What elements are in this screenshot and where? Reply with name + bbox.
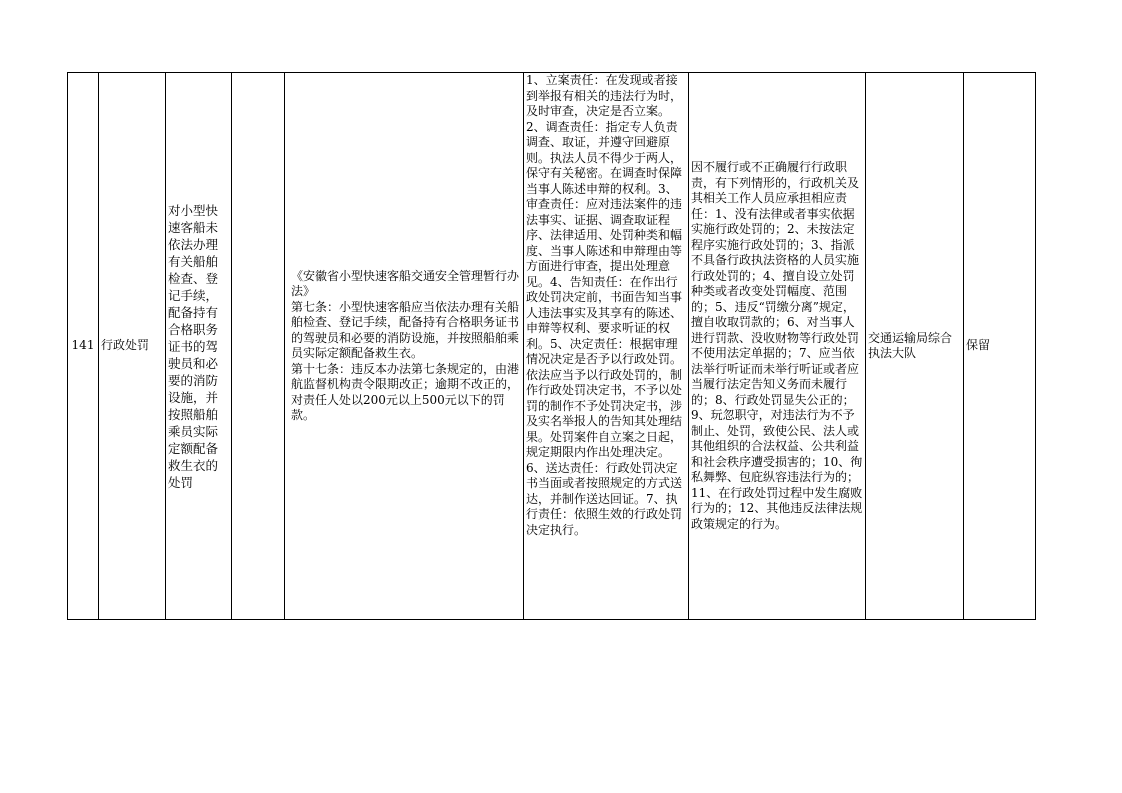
responsibility-duties — [524, 73, 689, 620]
power-list-table — [67, 72, 1036, 620]
row-index: 141 — [68, 73, 99, 620]
retention-status: 保留 — [964, 73, 1036, 620]
power-category: 行政处罚 — [99, 73, 166, 620]
implementing-department: 交通运输局综合执法大队 — [866, 73, 964, 620]
accountability-cases-text: 因不履行或不正确履行行政职责，有下列情形的，行政机关及其相关工作人员应承担相应责任：1、没有法律或者事实依据实施行政处罚的；2、未按法定程序实施行政处罚的；3、指派不具备行政执法资格的人员实施行政处罚的；4、擅自设立处罚种类或者改变处罚幅度、范围的；5、违反“罚缴分离”规定，擅自收取罚款的；6、对当事人进行罚款、没收财物等行政处罚不使用法定单据的；7、应当依法举行听证而未举行听证或者应当履行法定告知义务而未履行的；8、行政处罚显失公正的；9、玩忽职守，对违法行为不予制止、处罚，致使公民、法人或其他组织的合法权益、公共利益和社会秩序遭受损害的；10、徇私舞弊、包庇纵容违法行为的；11、在行政处罚过程中发生腐败行为的；12、其他违反法律法规政策规定的行为。 — [691, 160, 863, 531]
accountability-cases — [689, 73, 866, 620]
legal-basis — [285, 73, 524, 620]
sub-item — [232, 73, 285, 620]
table-row — [68, 73, 1036, 620]
responsibility-duties-text: 1、立案责任：在发现或者接到举报有相关的违法行为时，及时审查，决定是否立案。2、调查责任：指定专人负责调查、取证，并遵守回避原则。执法人员不得少于两人，保守有关秘密。在调查时保障当事人陈述申辩的权利。3、审查责任：应对违法案件的违法事实、证据、调查取证程序、法律适用、处罚种类和幅度、当事人陈述和申辩理由等方面进行审查，提出处理意见。4、告知责任：在作出行政处罚决定前，书面告知当事人违法事实及其享有的陈述、申辩等权利、要求听证的权利。5、决定责任：根据审理情况决定是否予以行政处罚。依法应当予以行政处罚的，制作行政处罚决定书，不予以处罚的制作不予处罚决定书，涉及实名举报人的告知其处理结果。处罚案件自立案之日起，规定期限内作出处理决定。 6、送达责任：行政处罚决定书当面或者按照规定的方式送达，并制作送达回证。7、执行责任：依照生效的行政处罚决定执行。 — [526, 73, 683, 537]
item-name: 对小型快速客船未依法办理有关船舶检查、登记手续，配备持有合格职务证书的驾驶员和必要的消防设施，并按照船舶乘员实际定额配备救生衣的处罚 — [166, 73, 232, 620]
legal-basis-text: 《安徽省小型快速客船交通安全管理暂行办法》 第七条：小型快速客船应当依法办理有关船舶检查、登记手续，配备持有合格职务证书的驾驶员和必要的消防设施，并按照船舶乘员实际定额配备救生衣。 第十七条：违反本办法第七条规定的，由港航监督机构责令限期改正；逾期不改正的，对责任人处以200元以上500元以下的罚款。 — [291, 268, 520, 422]
